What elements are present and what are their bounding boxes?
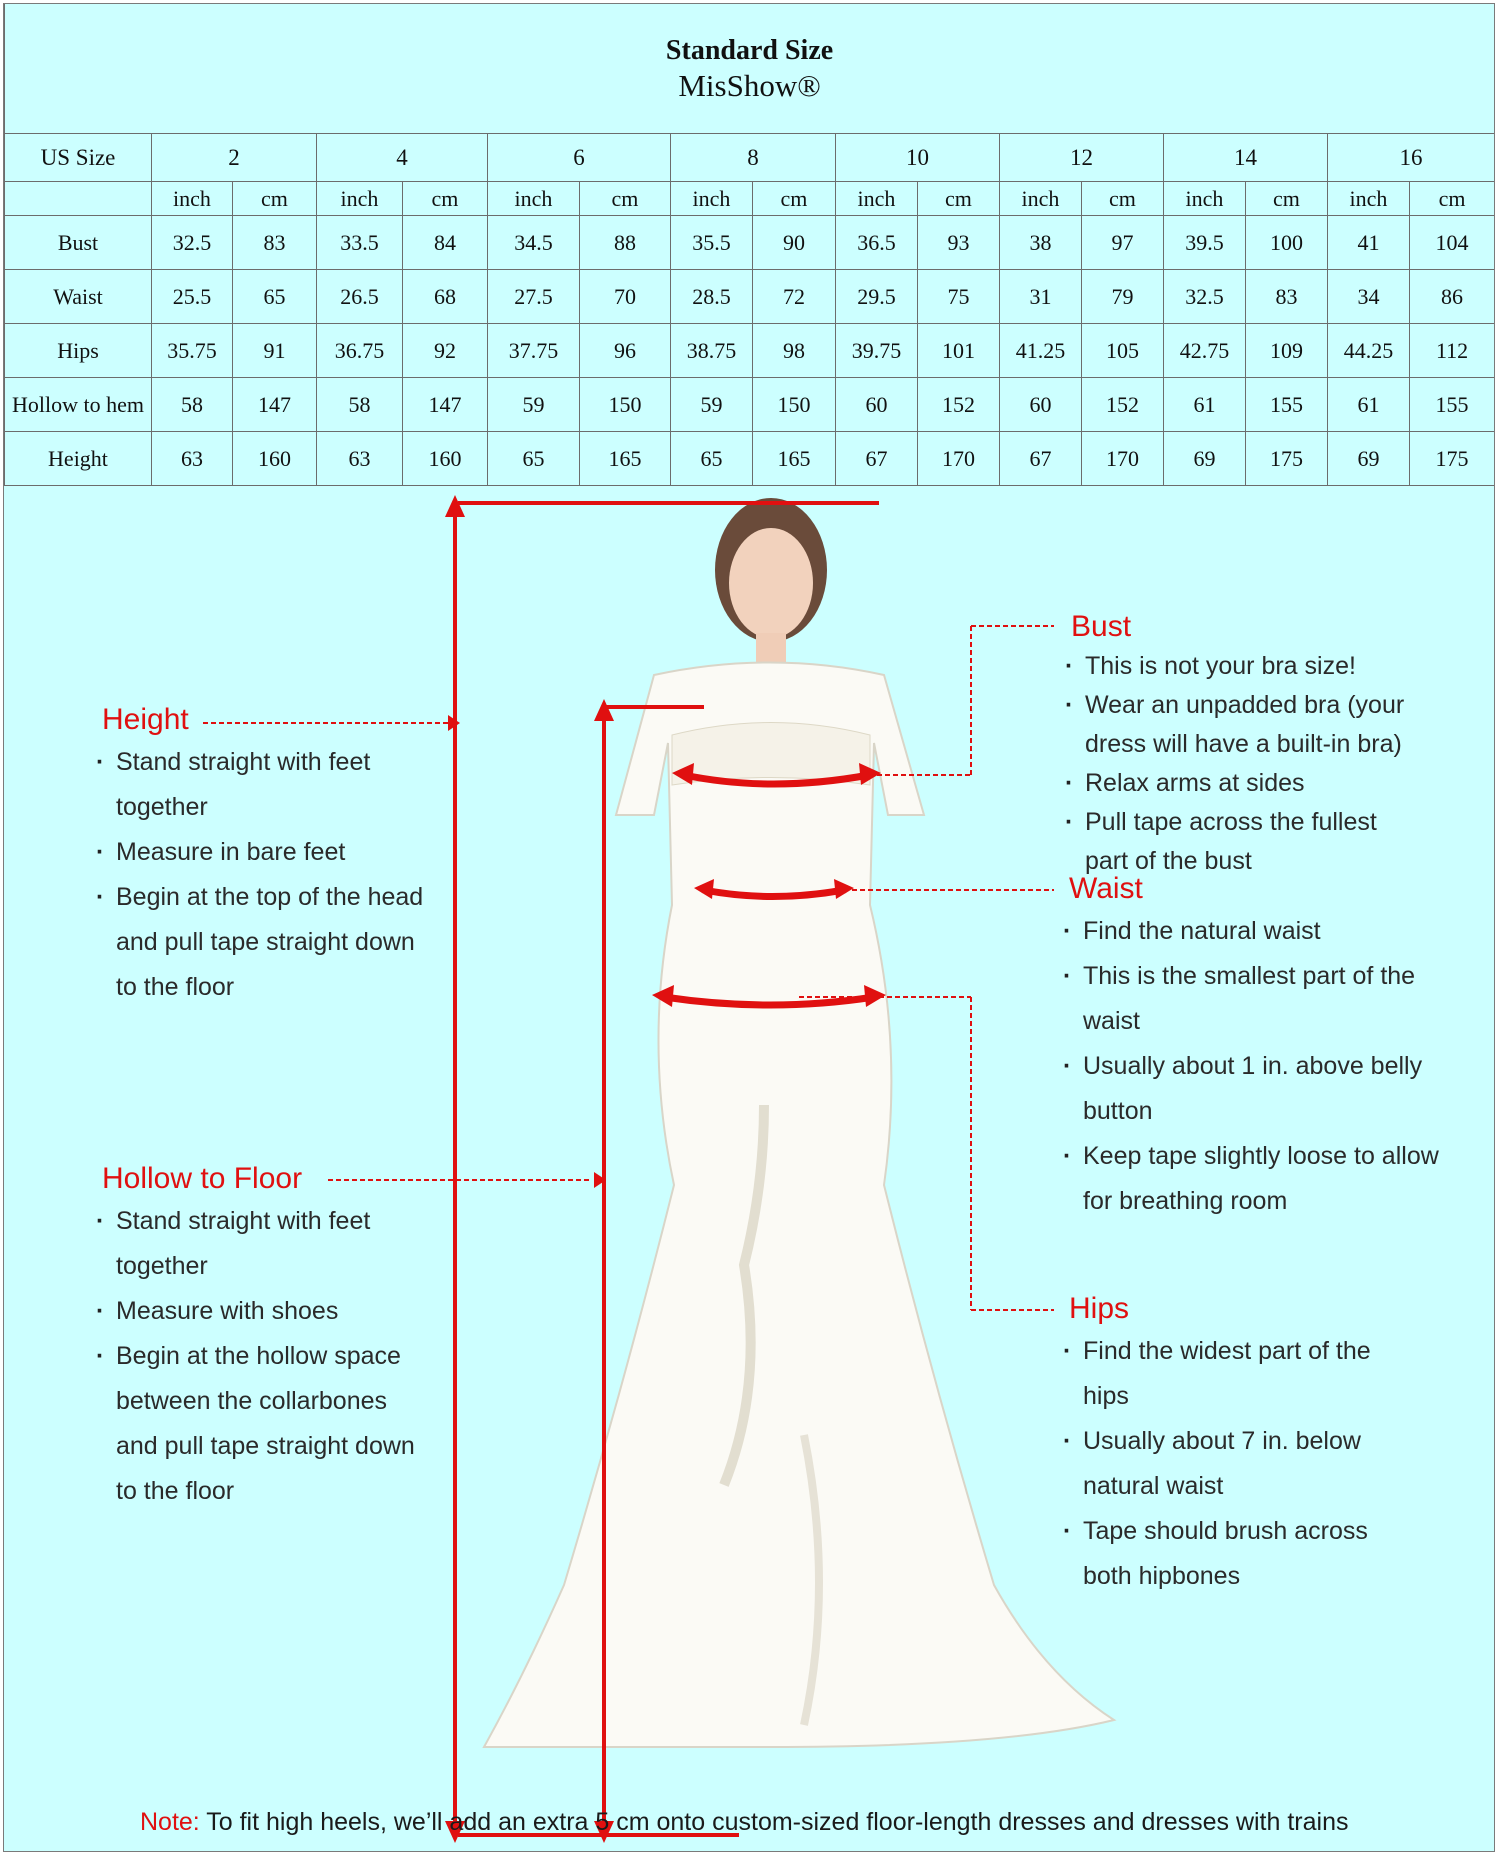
hips-bullet: · Tape should brush across [1069, 1509, 1371, 1554]
table-title-cell [5, 4, 1495, 134]
size-chart-page [3, 3, 1495, 1852]
measurement-cell: 86 [1410, 270, 1495, 324]
measurement-cell: 91 [233, 324, 317, 378]
measurement-cell: 160 [403, 432, 488, 486]
unit-inch: inch [671, 182, 753, 216]
measurement-cell: 160 [233, 432, 317, 486]
bust-bullet: dress will have a built-in bra) [1085, 730, 1402, 758]
size-header: 6 [488, 134, 671, 182]
table-row [5, 432, 1495, 486]
measurement-cell: 84 [403, 216, 488, 270]
unit-inch: inch [836, 182, 918, 216]
size-header: 14 [1164, 134, 1328, 182]
measurement-cell: 36.75 [317, 324, 403, 378]
measurement-cell: 61 [1328, 378, 1410, 432]
size-header: 2 [152, 134, 317, 182]
measurement-cell: 33.5 [317, 216, 403, 270]
bust-bullet: · Pull tape across the fullest [1071, 803, 1404, 842]
table-row [5, 324, 1495, 378]
waist-heading: Waist [1069, 872, 1143, 905]
measurement-cell: 35.75 [152, 324, 233, 378]
measurement-cell: 98 [753, 324, 836, 378]
note-label: Note: [140, 1808, 200, 1836]
measurement-cell: 60 [836, 378, 918, 432]
measurement-cell: 147 [233, 378, 317, 432]
size-header: 12 [1000, 134, 1164, 182]
measurement-cell: 25.5 [152, 270, 233, 324]
waist-bullet: for breathing room [1083, 1187, 1288, 1215]
measurement-cell: 72 [753, 270, 836, 324]
measurement-cell: 101 [918, 324, 1000, 378]
measurement-cell: 59 [488, 378, 580, 432]
measurement-cell: 36.5 [836, 216, 918, 270]
unit-inch: inch [1164, 182, 1246, 216]
measurement-cell: 65 [233, 270, 317, 324]
hollow-bullet: between the collarbones [116, 1387, 388, 1415]
unit-inch: inch [488, 182, 580, 216]
unit-cm: cm [580, 182, 671, 216]
height-bullet: and pull tape straight down [116, 928, 415, 956]
brand-name: MisShow® [678, 67, 821, 103]
waist-bullet: · This is the smallest part of the [1069, 954, 1439, 999]
measurement-cell: 104 [1410, 216, 1495, 270]
bust-bullet: · This is not your bra size! [1071, 647, 1404, 686]
measurement-cell: 83 [1246, 270, 1328, 324]
hips-bullet: both hipbones [1083, 1562, 1241, 1590]
height-bullet: · Stand straight with feet [102, 740, 423, 785]
measurement-cell: 93 [918, 216, 1000, 270]
unit-blank-cell [5, 182, 152, 216]
model-figure [484, 498, 1114, 1747]
unit-inch: inch [1328, 182, 1410, 216]
size-label: US Size [5, 134, 152, 182]
measurement-cell: 105 [1082, 324, 1164, 378]
measurement-cell: 67 [836, 432, 918, 486]
measurement-cell: 155 [1246, 378, 1328, 432]
waist-bullet: · Usually about 1 in. above belly [1069, 1044, 1439, 1089]
measurement-cell: 39.5 [1164, 216, 1246, 270]
bust-heading: Bust [1071, 610, 1132, 643]
table-row [5, 270, 1495, 324]
bust-bullet: · Relax arms at sides [1071, 764, 1404, 803]
unit-cm: cm [403, 182, 488, 216]
height-bullet: together [116, 793, 208, 821]
measurement-cell: 67 [1000, 432, 1082, 486]
measurement-cell: 44.25 [1328, 324, 1410, 378]
measurement-cell: 41 [1328, 216, 1410, 270]
measurement-cell: 26.5 [317, 270, 403, 324]
unit-inch: inch [317, 182, 403, 216]
height-heading: Height [102, 703, 189, 736]
measurement-cell: 63 [317, 432, 403, 486]
hollow-bullet: · Stand straight with feet [102, 1199, 415, 1244]
measurement-cell: 58 [152, 378, 233, 432]
measurement-cell: 41.25 [1000, 324, 1082, 378]
hollow-bullet: · Begin at the hollow space [102, 1334, 415, 1379]
height-bullet: · Begin at the top of the head [102, 875, 423, 920]
measurement-cell: 28.5 [671, 270, 753, 324]
unit-cm: cm [753, 182, 836, 216]
measurement-cell: 34 [1328, 270, 1410, 324]
measurement-cell: 39.75 [836, 324, 918, 378]
height-bullet: · Measure in bare feet [102, 830, 423, 875]
height-bullet: to the floor [116, 973, 235, 1001]
measurement-cell: 32.5 [1164, 270, 1246, 324]
table-title: Standard Size [665, 34, 834, 66]
unit-cm: cm [918, 182, 1000, 216]
row-label: Waist [5, 270, 152, 324]
size-header: 16 [1328, 134, 1495, 182]
measurement-cell: 31 [1000, 270, 1082, 324]
row-label: Height [5, 432, 152, 486]
measurement-cell: 63 [152, 432, 233, 486]
hips-bullet: natural waist [1083, 1472, 1224, 1500]
size-table [4, 4, 1495, 486]
size-header: 10 [836, 134, 1000, 182]
measurement-cell: 61 [1164, 378, 1246, 432]
hips-bullet: hips [1083, 1382, 1129, 1410]
unit-cm: cm [1410, 182, 1495, 216]
measurement-cell: 97 [1082, 216, 1164, 270]
measurement-cell: 38 [1000, 216, 1082, 270]
hips-bullet: · Find the widest part of the [1069, 1329, 1371, 1374]
measurement-cell: 60 [1000, 378, 1082, 432]
hips-section [1069, 1289, 1371, 1599]
bust-section [1071, 607, 1404, 881]
bust-bullet: part of the bust [1085, 847, 1252, 875]
measurement-cell: 68 [403, 270, 488, 324]
waist-bullet: · Keep tape slightly loose to allow [1069, 1134, 1439, 1179]
measurement-cell: 65 [671, 432, 753, 486]
size-header: 4 [317, 134, 488, 182]
waist-bullet: button [1083, 1097, 1153, 1125]
measurement-cell: 175 [1410, 432, 1495, 486]
table-row [5, 216, 1495, 270]
measurement-cell: 150 [753, 378, 836, 432]
hollow-heading: Hollow to Floor [102, 1162, 303, 1195]
measurement-cell: 65 [488, 432, 580, 486]
measurement-cell: 152 [918, 378, 1000, 432]
measurement-cell: 70 [580, 270, 671, 324]
hollow-bullet: · Measure with shoes [102, 1289, 415, 1334]
waist-bullet: waist [1083, 1007, 1140, 1035]
size-header: 8 [671, 134, 836, 182]
note-text: To fit high heels, we’ll add an extra 5 cm onto custom-sized floor-length dresses and dresses with trains [199, 1808, 1349, 1836]
measurement-cell: 79 [1082, 270, 1164, 324]
hollow-section [102, 1159, 415, 1514]
measurement-cell: 90 [753, 216, 836, 270]
measurement-cell: 112 [1410, 324, 1495, 378]
measurement-cell: 29.5 [836, 270, 918, 324]
measurement-guide [4, 485, 1494, 1852]
measurement-cell: 155 [1410, 378, 1495, 432]
measurement-cell: 150 [580, 378, 671, 432]
unit-inch: inch [1000, 182, 1082, 216]
measurement-cell: 170 [1082, 432, 1164, 486]
hips-heading: Hips [1069, 1292, 1130, 1325]
waist-section [1069, 869, 1439, 1224]
measurement-cell: 109 [1246, 324, 1328, 378]
measurement-cell: 58 [317, 378, 403, 432]
measurement-cell: 170 [918, 432, 1000, 486]
measurement-cell: 147 [403, 378, 488, 432]
hollow-bullet: together [116, 1252, 208, 1280]
unit-cm: cm [1082, 182, 1164, 216]
measurement-cell: 165 [580, 432, 671, 486]
measurement-cell: 92 [403, 324, 488, 378]
measurement-cell: 27.5 [488, 270, 580, 324]
measurement-cell: 100 [1246, 216, 1328, 270]
unit-inch: inch [152, 182, 233, 216]
table-row [5, 378, 1495, 432]
measurement-cell: 96 [580, 324, 671, 378]
measurement-cell: 35.5 [671, 216, 753, 270]
measurement-cell: 152 [1082, 378, 1164, 432]
row-label: Hollow to hem [5, 378, 152, 432]
hips-bullet: · Usually about 7 in. below [1069, 1419, 1371, 1464]
hollow-bullet: and pull tape straight down [116, 1432, 415, 1460]
bust-bullet: · Wear an unpadded bra (your [1071, 686, 1404, 725]
measurement-cell: 69 [1328, 432, 1410, 486]
height-section [102, 700, 423, 1010]
row-label: Bust [5, 216, 152, 270]
measurement-cell: 34.5 [488, 216, 580, 270]
measurement-cell: 165 [753, 432, 836, 486]
measurement-cell: 42.75 [1164, 324, 1246, 378]
measurement-cell: 175 [1246, 432, 1328, 486]
measurement-cell: 83 [233, 216, 317, 270]
unit-cm: cm [1246, 182, 1328, 216]
unit-cm: cm [233, 182, 317, 216]
measurement-cell: 38.75 [671, 324, 753, 378]
measurement-cell: 75 [918, 270, 1000, 324]
measurement-cell: 37.75 [488, 324, 580, 378]
measurement-cell: 88 [580, 216, 671, 270]
measurement-cell: 32.5 [152, 216, 233, 270]
waist-bullet: · Find the natural waist [1069, 909, 1439, 954]
measurement-cell: 69 [1164, 432, 1246, 486]
measurement-cell: 59 [671, 378, 753, 432]
note [140, 1808, 1348, 1837]
row-label: Hips [5, 324, 152, 378]
hollow-bullet: to the floor [116, 1477, 235, 1505]
